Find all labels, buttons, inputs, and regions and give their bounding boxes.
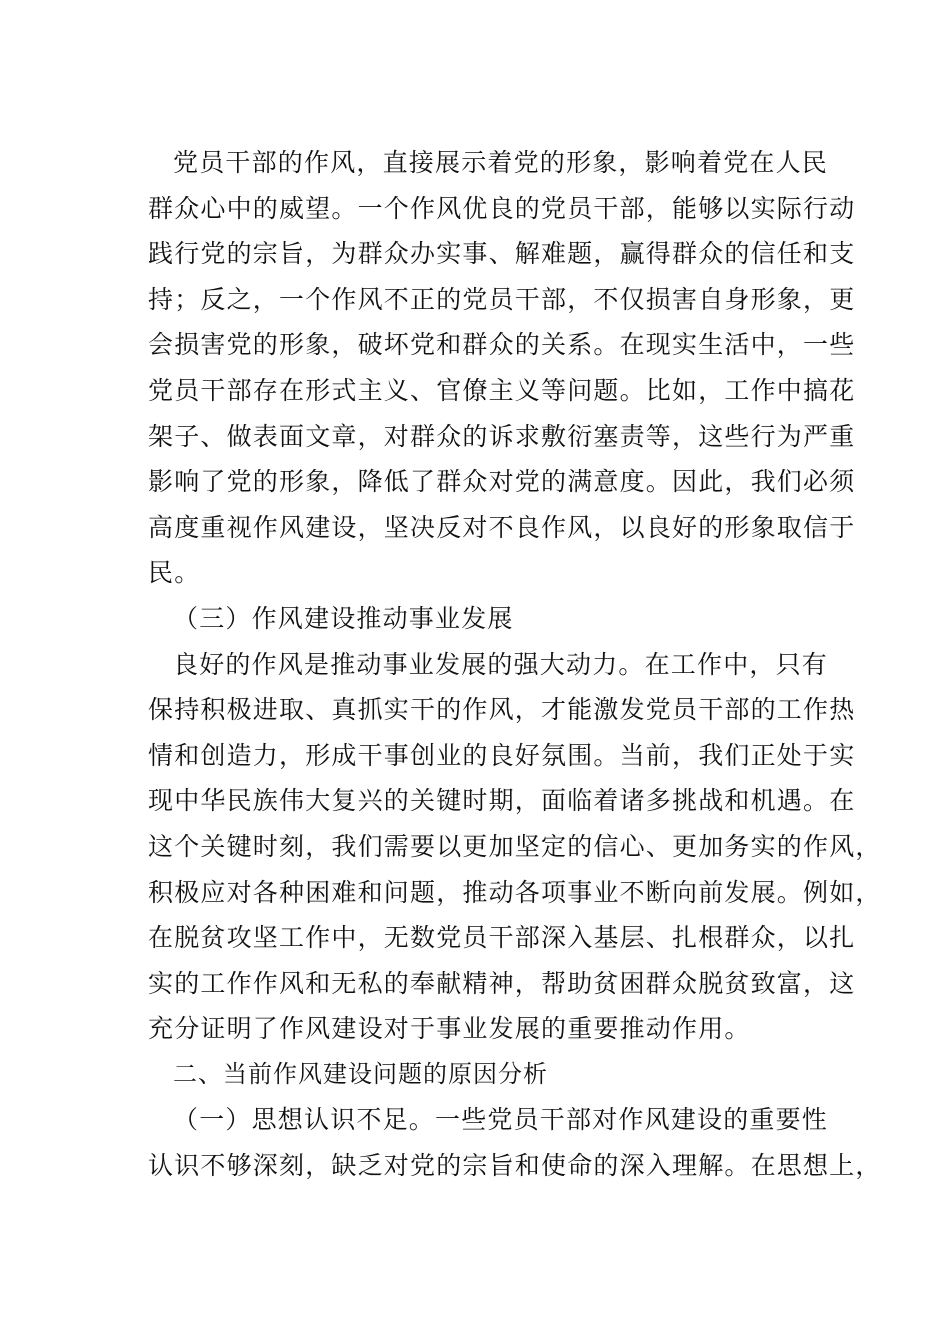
- text-line: （一）思想认识不足。一些党员干部对作风建设的重要性: [173, 1105, 829, 1135]
- paragraph-insufficient-awareness: [148, 1097, 882, 1188]
- text-line: 良好的作风是推动事业发展的强大动力。在工作中，只有: [173, 649, 829, 679]
- text-line: 会损害党的形象，破坏党和群众的关系。在现实生活中，一些: [148, 330, 856, 360]
- text-line: 党员干部的作风，直接展示着党的形象，影响着党在人民: [173, 148, 829, 177]
- text-line: 党员干部存在形式主义、官僚主义等问题。比如，工作中搞花: [148, 375, 856, 405]
- text-line: 认识不够深刻，缺乏对党的宗旨和使命的深入理解。在思想上，: [148, 1151, 882, 1181]
- document-body: [148, 140, 882, 1189]
- text-line: 架子、做表面文章，对群众的诉求敷衍塞责等，这些行为严重: [148, 421, 856, 451]
- subheading-career-development: （三）作风建设推动事业发展: [173, 603, 514, 633]
- text-line: 现中华民族伟大复兴的关键时期，面临着诸多挑战和机遇。在: [148, 786, 856, 816]
- paragraph-party-image: [148, 140, 856, 596]
- text-line: 践行党的宗旨，为群众办实事、解难题，赢得群众的信任和支: [148, 239, 856, 269]
- text-line: 群众心中的威望。一个作风优良的党员干部，能够以实际行动: [148, 193, 856, 223]
- text-line: 实的工作作风和无私的奉献精神，帮助贫困群众脱贫致富，这: [148, 968, 856, 998]
- text-line: 影响了党的形象，降低了群众对党的满意度。因此，我们必须: [148, 467, 856, 497]
- paragraph-career-development: [148, 642, 882, 1052]
- text-line: 积极应对各种困难和问题，推动各项事业不断向前发展。例如，: [148, 877, 882, 907]
- text-line: 充分证明了作风建设对于事业发展的重要推动作用。: [148, 1014, 751, 1044]
- text-line: 持；反之，一个作风不正的党员干部，不仅损害自身形象，更: [148, 284, 856, 314]
- text-line: 高度重视作风建设，坚决反对不良作风，以良好的形象取信于: [148, 512, 856, 542]
- text-line: 保持积极进取、真抓实干的作风，才能激发党员干部的工作热: [148, 695, 856, 725]
- section-heading-cause-analysis: 二、当前作风建设问题的原因分析: [173, 1059, 548, 1088]
- text-line: 民。: [148, 558, 201, 588]
- text-line: 这个关键时刻，我们需要以更加坚定的信心、更加务实的作风，: [148, 831, 882, 861]
- text-line: 情和创造力，形成干事创业的良好氛围。当前，我们正处于实: [148, 740, 856, 770]
- text-line: 在脱贫攻坚工作中，无数党员干部深入基层、扎根群众，以扎: [148, 923, 856, 953]
